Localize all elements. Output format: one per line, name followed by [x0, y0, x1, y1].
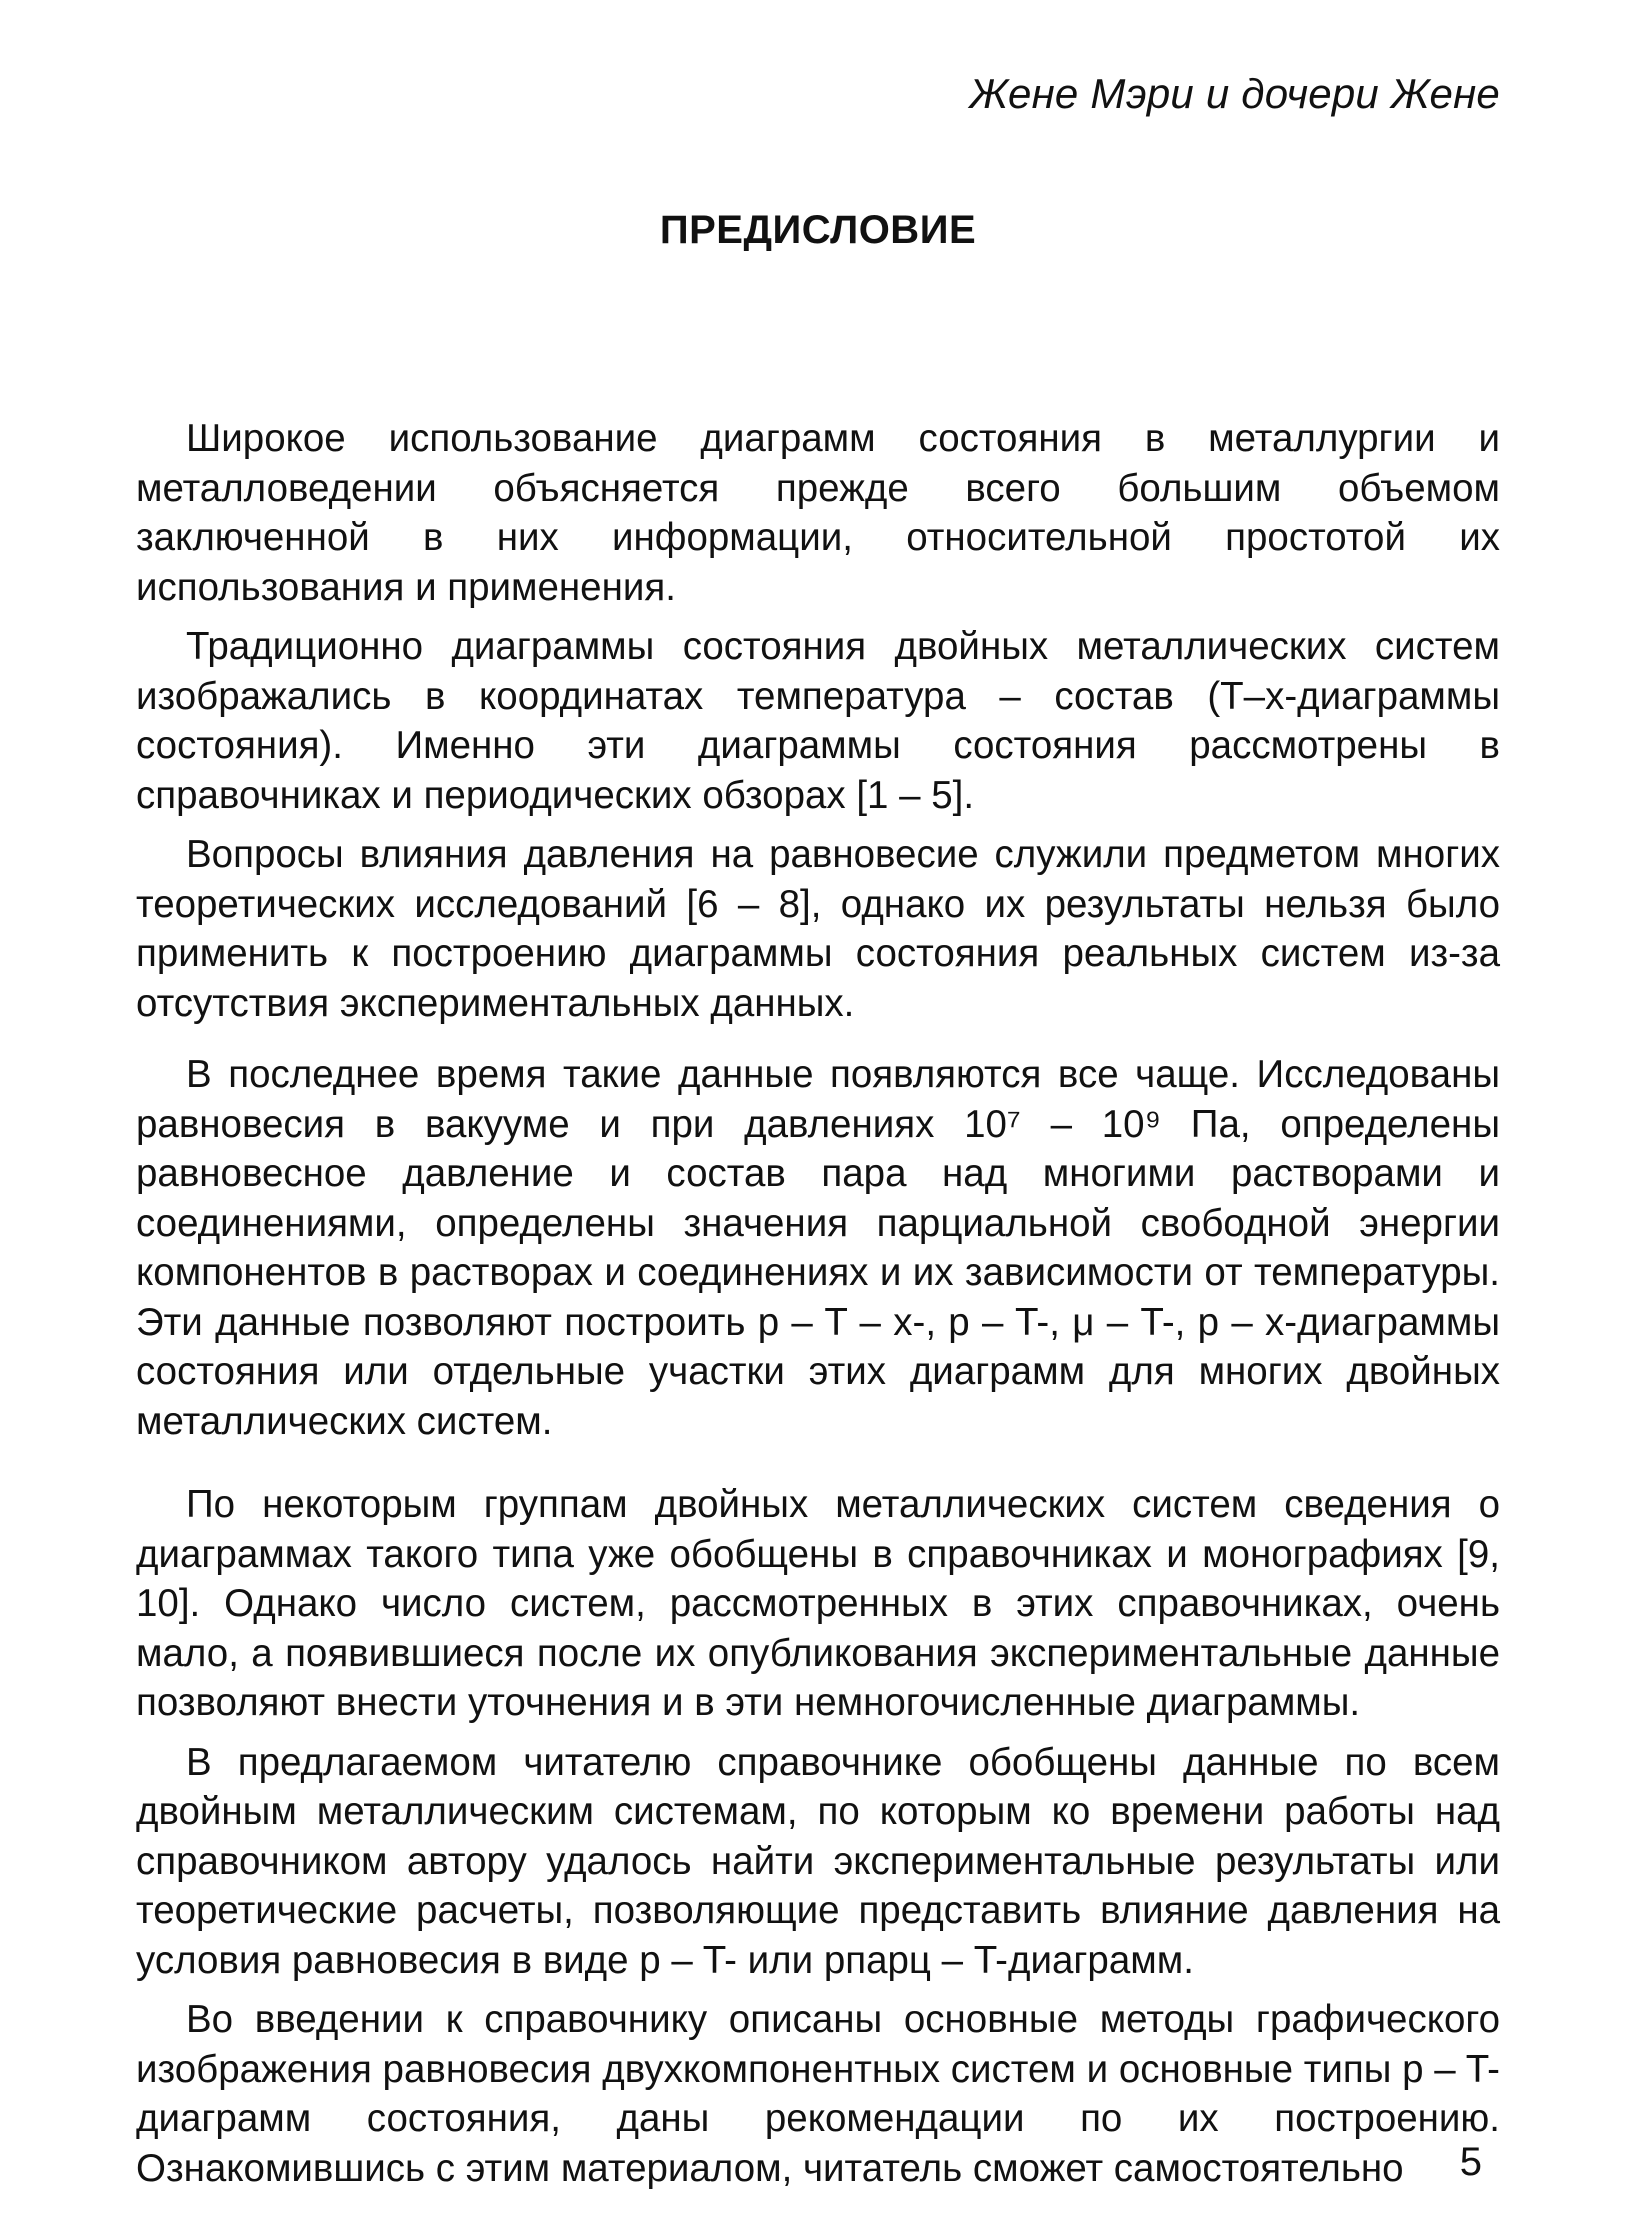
paragraph: В последнее время такие данные появляются все чаще. Исследованы равновесия в вакууме и при давлениях 10⁷ – 10⁹ Па, определены равновесное давление и состав пара над многими растворами и соединениями, определены значения парциальной свободной энергии компонентов в растворах и соединениях и их зависимости от температуры. Эти данные позволяют построить p – T – x-, p – T-, μ – T-, p – x-диаграммы состояния или отдельные участки этих диаграмм для многих двойных металлических систем.	[136, 1053, 1500, 1443]
preface-body	[136, 414, 1500, 2203]
paragraph: Широкое использование диаграмм состояния в металлургии и металловедении объясняется прежде всего большим объемом заключенной в них информации, относительной простотой их использования и применения.	[136, 417, 1500, 609]
page-number: 5	[1459, 2140, 1482, 2184]
page-title: ПРЕДИСЛОВИЕ	[659, 208, 977, 252]
paragraph: По некоторым группам двойных металлических систем сведения о диаграммах такого типа уже обобщены в справочниках и монографиях [9, 10]. Однако число систем, рассмотренных в этих справочниках, очень мало, а появившиеся после их опубликования экспериментальные данные позволяют внести уточнения и в эти немногочисленные диаграммы.	[136, 1483, 1500, 1724]
paragraph: Во введении к справочнику описаны основные методы графического изображения равновесия двухкомпонентных систем и основные типы p – T-диаграмм состояния, даны рекомендации по их построению. Ознакомившись с этим материалом, читатель сможет самостоятельно	[136, 1998, 1500, 2190]
dedication: Жене Мэри и дочери Жене	[969, 70, 1500, 117]
paragraph: Вопросы влияния давления на равновесие служили предметом многих теоретических исследований [6 – 8], однако их результаты нельзя было применить к построению диаграммы состояния реальных систем из-за отсутствия экспериментальных данных.	[136, 833, 1500, 1025]
paragraph: В предлагаемом читателю справочнике обобщены данные по всем двойным металлическим системам, по которым ко времени работы над справочником автору удалось найти экспериментальные результаты или теоретические расчеты, позволяющие представить влияние давления на условия равновесия в виде p – T- или pпарц – T-диаграмм.	[136, 1740, 1500, 1982]
paragraph: Традиционно диаграммы состояния двойных металлических систем изображались в координатах температура – состав (T–x-диаграммы состояния). Именно эти диаграммы состояния рассмотрены в справочниках и периодических обзорах [1 – 5].	[136, 625, 1500, 817]
